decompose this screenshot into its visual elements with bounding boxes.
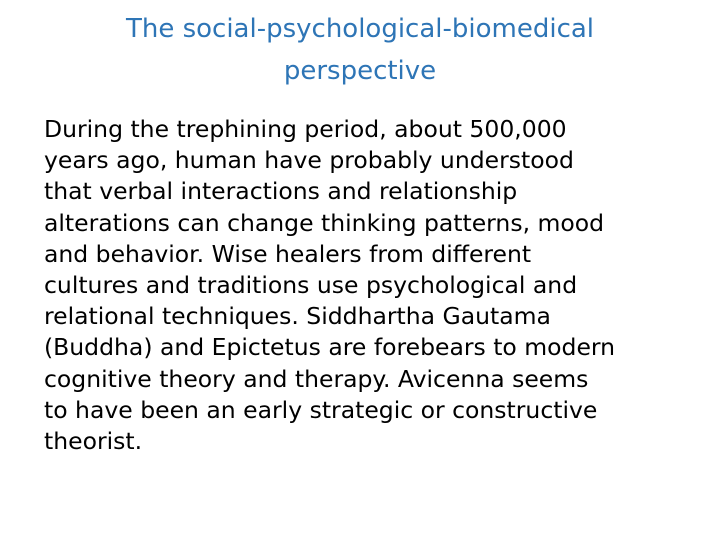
slide-title: The social-psychological-biomedical perspective — [125, 14, 595, 86]
slide-body-text: During the trephining period, about 500,000 years ago, human have probably understood that verbal interactions and relationship alterations can change thinking patterns, mood and behavior. Wise healers from different cultures and traditions use psychological and relational techniques. Siddhartha Gautama (Buddha) and Epictetus are forebears to modern cognitive theory and therapy. Avicenna seems to have been an early strategic or constructive theorist. — [44, 115, 616, 456]
